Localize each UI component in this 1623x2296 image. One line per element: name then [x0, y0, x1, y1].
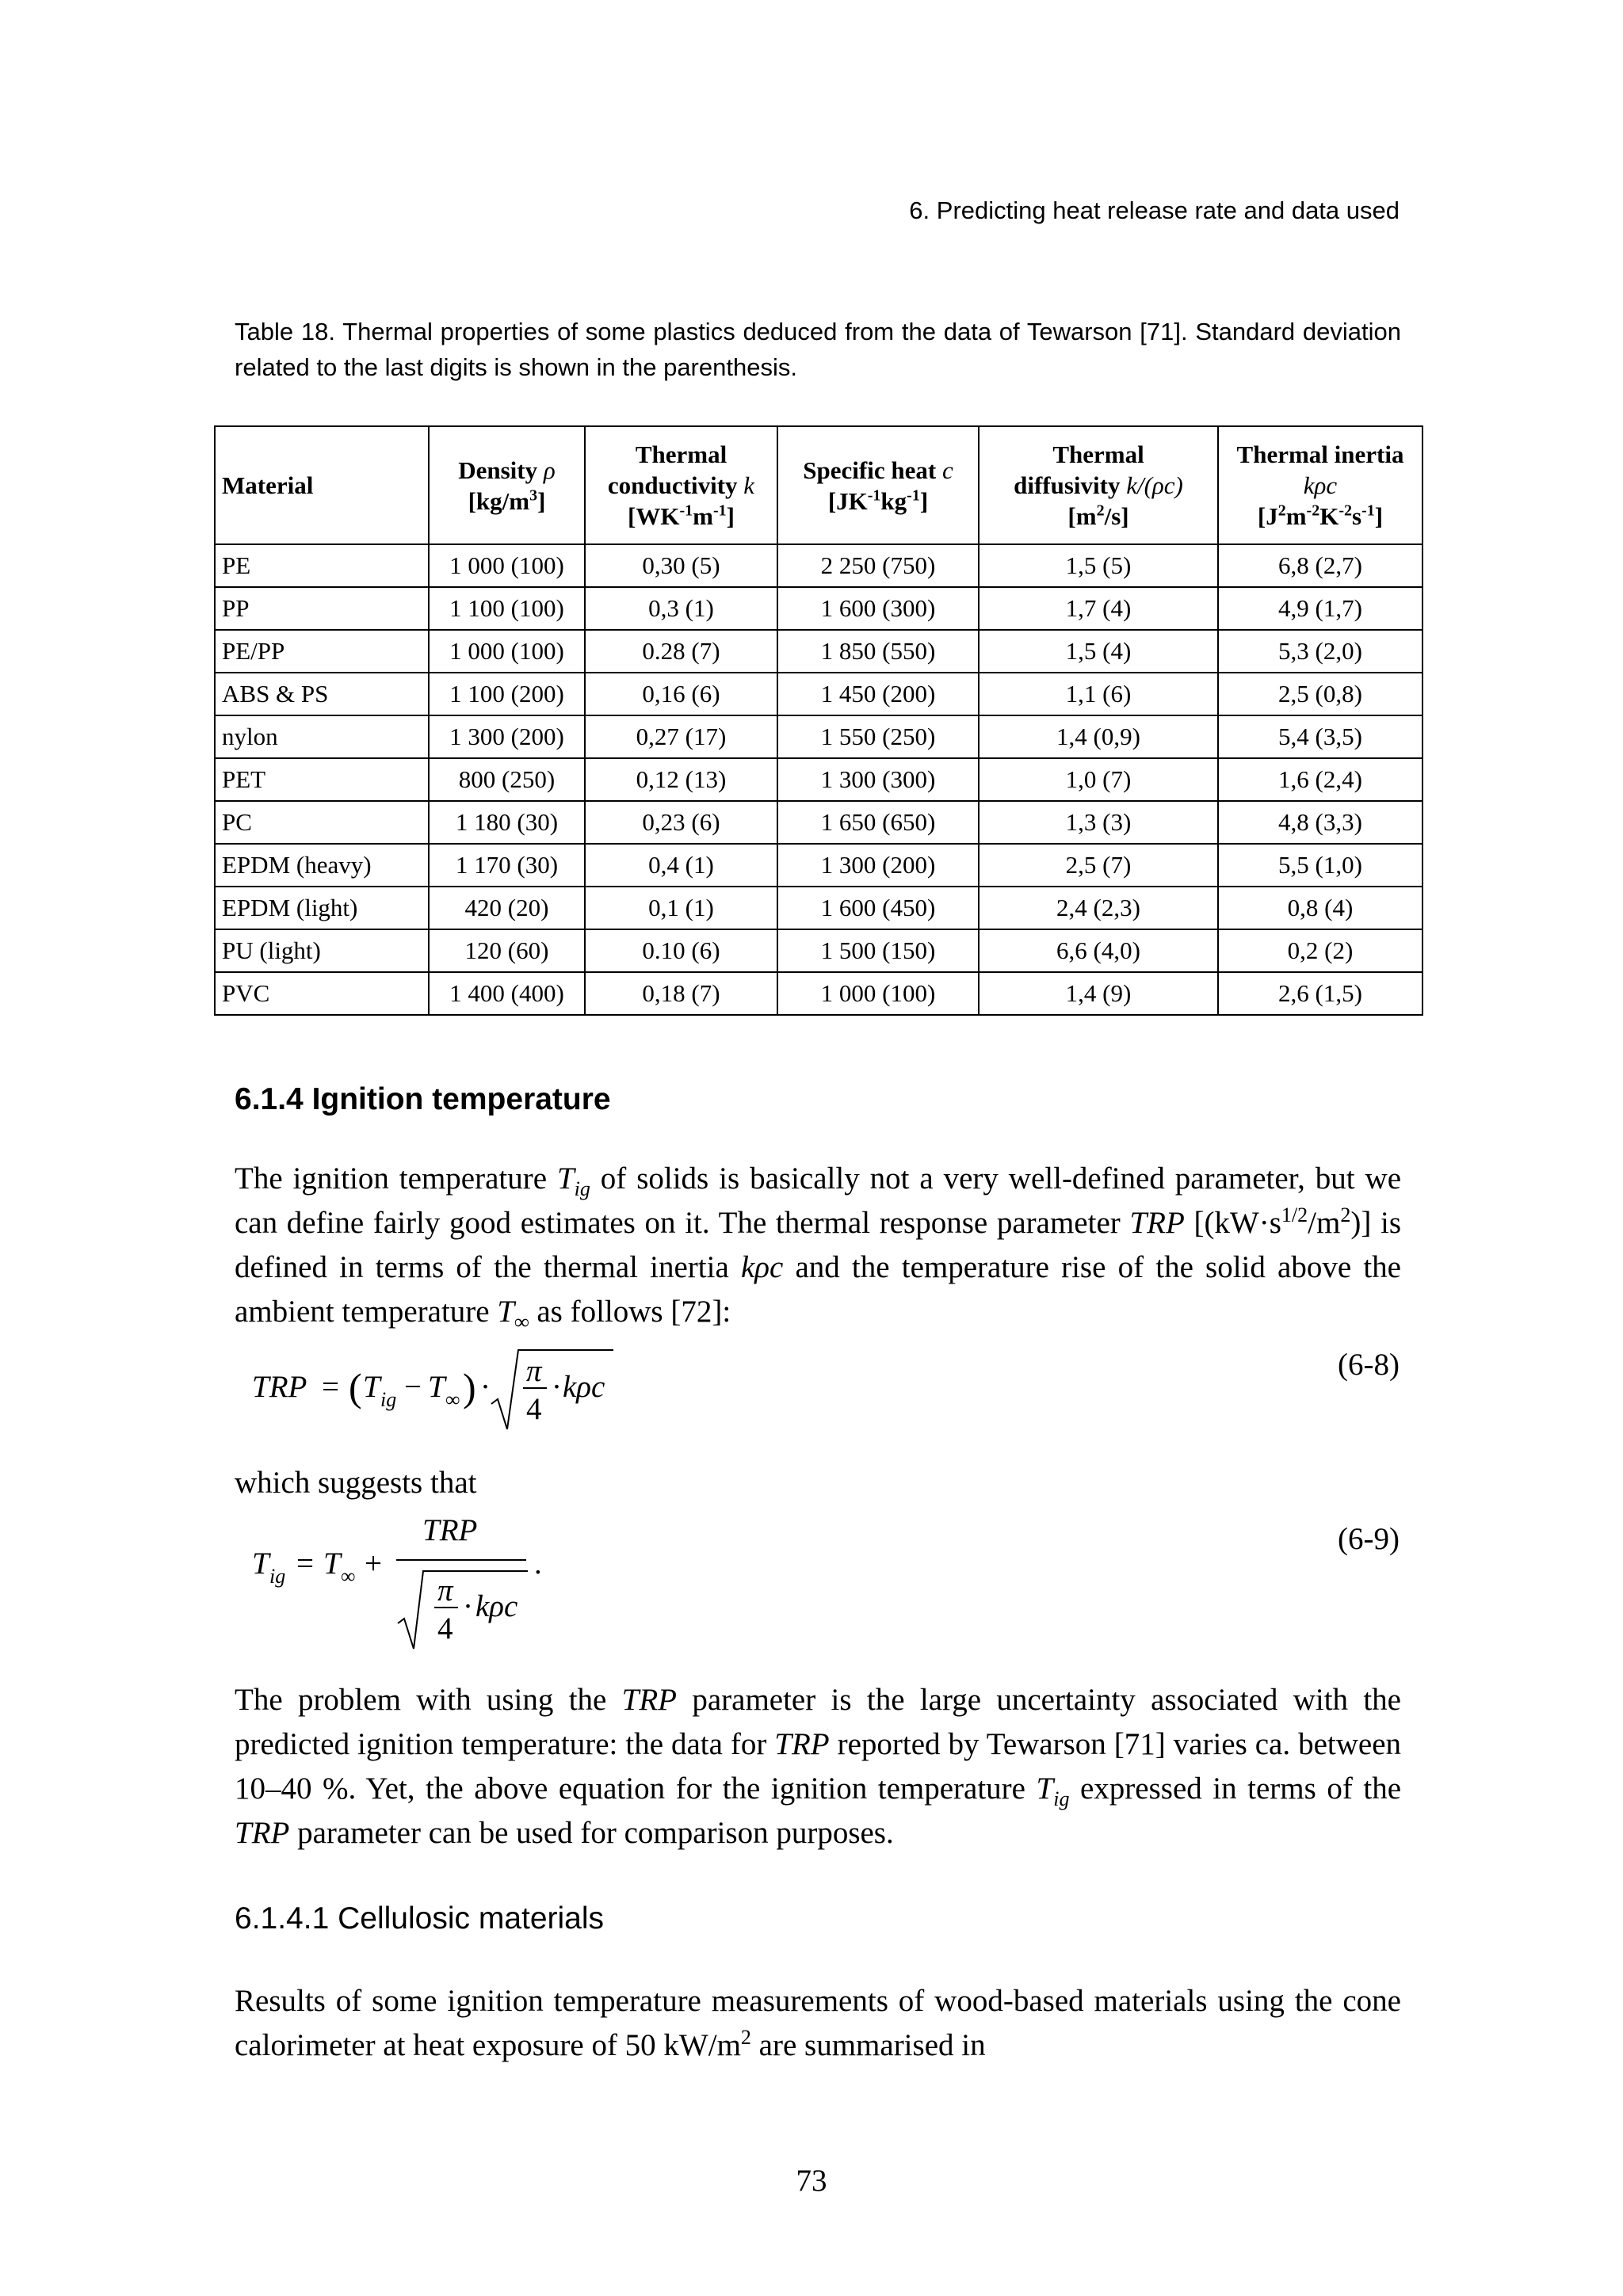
value-cell: 0,1 (1) — [585, 887, 777, 929]
value-cell: 1 300 (200) — [429, 715, 585, 758]
value-cell: 1,6 (2,4) — [1218, 758, 1423, 801]
value-cell: 1,3 (3) — [979, 801, 1218, 844]
middle-text: which suggests that — [235, 1466, 477, 1500]
table-row — [215, 544, 1423, 587]
material-name-cell: EPDM (light) — [215, 887, 429, 929]
value-cell: 1 600 (450) — [777, 887, 979, 929]
value-cell: 1 000 (100) — [429, 630, 585, 673]
value-cell: 1 400 (400) — [429, 972, 585, 1015]
value-cell: 1,0 (7) — [979, 758, 1218, 801]
material-name-cell: PE/PP — [215, 630, 429, 673]
value-cell: 2 250 (750) — [777, 544, 979, 587]
value-cell: 1 550 (250) — [777, 715, 979, 758]
table-row — [215, 673, 1423, 715]
value-cell: 1 300 (300) — [777, 758, 979, 801]
value-cell: 1 100 (100) — [429, 587, 585, 630]
material-name-cell: PP — [215, 587, 429, 630]
table-row — [215, 972, 1423, 1015]
page-number: 73 — [796, 2164, 827, 2198]
thermal-properties-table — [214, 425, 1423, 1016]
value-cell: 6,8 (2,7) — [1218, 544, 1423, 587]
value-cell: 0,3 (1) — [585, 587, 777, 630]
value-cell: 0,16 (6) — [585, 673, 777, 715]
section-paragraph-1: The ignition temperature $T_{ig}$ of solids is basically not a very well-defined parameter, but we can define fairly good estimates on it. The thermal response parameter TRP $[(kW\cdot s^{1/2}/m^2)]$ is defined in terms of the thermal inertia kρc and the temperature rise of the solid above the ambient temperature $T_\infty$ as follows [72]: — [235, 1161, 1401, 1333]
value-cell: 0,27 (17) — [585, 715, 777, 758]
value-cell: 1,4 (0,9) — [979, 715, 1218, 758]
value-cell: 5,5 (1,0) — [1218, 844, 1423, 887]
value-cell: 5,4 (3,5) — [1218, 715, 1423, 758]
value-cell: 1,5 (4) — [979, 630, 1218, 673]
col-header-diffusivity: Thermal diffusivity k/(ρc) $[m^2/s]$ — [979, 426, 1218, 544]
col-header-conductivity: Thermal conductivity k $[WK^{-1}m^{-1}]$ — [585, 426, 777, 544]
table-row — [215, 758, 1423, 801]
value-cell: 1 450 (200) — [777, 673, 979, 715]
value-cell: 0,30 (5) — [585, 544, 777, 587]
value-cell: 4,8 (3,3) — [1218, 801, 1423, 844]
value-cell: 420 (20) — [429, 887, 585, 929]
fraction-and-sqrt-2 — [395, 1509, 553, 1652]
value-cell: 6,6 (4,0) — [979, 929, 1218, 972]
value-cell: 1 000 (100) — [777, 972, 979, 1015]
table-header-row — [215, 426, 1423, 544]
value-cell: 1,4 (9) — [979, 972, 1218, 1015]
value-cell: 1,1 (6) — [979, 673, 1218, 715]
material-name-cell: nylon — [215, 715, 429, 758]
value-cell: 1 600 (300) — [777, 587, 979, 630]
value-cell: 0,23 (6) — [585, 801, 777, 844]
equation-6-8: TRP = ( T ig − T ∞ ) · π 4 · kρc — [252, 1347, 617, 1434]
table-row — [215, 715, 1423, 758]
material-name-cell: PET — [215, 758, 429, 801]
table-row — [215, 844, 1423, 887]
table-row — [215, 801, 1423, 844]
value-cell: 120 (60) — [429, 929, 585, 972]
value-cell: 800 (250) — [429, 758, 585, 801]
value-cell: 0,8 (4) — [1218, 887, 1423, 929]
table-row — [215, 587, 1423, 630]
material-name-cell: ABS & PS — [215, 673, 429, 715]
value-cell: 1,7 (4) — [979, 587, 1218, 630]
value-cell: 1 170 (30) — [429, 844, 585, 887]
value-cell: 1 500 (150) — [777, 929, 979, 972]
value-cell: 0.10 (6) — [585, 929, 777, 972]
value-cell: 0.28 (7) — [585, 630, 777, 673]
table-row — [215, 630, 1423, 673]
value-cell: 2,5 (0,8) — [1218, 673, 1423, 715]
section-paragraph-2: The problem with using the TRP parameter is the large uncertainty associated with the predicted ignition temperature: the data for TRP reported by Tewarson [71] varies ca. between 10–40 %. Yet, the above equation for the ignition temperature $T_{ig}$ expressed in terms of the TRP parameter can be used for comparison purposes. — [235, 1683, 1402, 1850]
running-header: 6. Predicting heat release rate and data used — [909, 196, 1400, 224]
value-cell: 1 650 (650) — [777, 801, 979, 844]
value-cell: 5,3 (2,0) — [1218, 630, 1423, 673]
table-caption: Table 18. Thermal properties of some plastics deduced from the data of Tewarson [71]. Standard deviation related to the last digits is shown in the parenthesis. — [235, 318, 1401, 381]
section-heading: 6.1.4 Ignition temperature — [235, 1082, 611, 1116]
subsection-heading: 6.1.4.1 Cellulosic materials — [235, 1901, 605, 1936]
value-cell: 2,6 (1,5) — [1218, 972, 1423, 1015]
material-name-cell: EPDM (heavy) — [215, 844, 429, 887]
value-cell: 1 180 (30) — [429, 801, 585, 844]
col-header-inertia: Thermal inertia kρc $[J^2m^{-2}K^{-2}s^{-1}]$ — [1218, 426, 1423, 544]
equation-6-8-number: (6-8) — [1338, 1348, 1400, 1382]
col-header-density: Density ρ $[kg/m^3]$ — [429, 426, 585, 544]
value-cell: 0,4 (1) — [585, 844, 777, 887]
table-row — [215, 929, 1423, 972]
material-name-cell: PVC — [215, 972, 429, 1015]
value-cell: 1 300 (200) — [777, 844, 979, 887]
material-name-cell: PU (light) — [215, 929, 429, 972]
material-name-cell: PE — [215, 544, 429, 587]
value-cell: 1,5 (5) — [979, 544, 1218, 587]
equation-6-9: T ig = T ∞ + TRP π 4 · kρc . — [252, 1509, 553, 1652]
table-row — [215, 887, 1423, 929]
col-header-material: Material — [215, 426, 429, 544]
subsection-paragraph: Results of some ignition temperature measurements of wood-based materials using the cone calorimeter at heat exposure of 50 $kW/m^2$ are summarised in — [235, 1984, 1401, 2062]
value-cell: 2,5 (7) — [979, 844, 1218, 887]
col-header-specific-heat: Specific heat c $[JK^{-1}kg^{-1}]$ — [777, 426, 979, 544]
value-cell: 4,9 (1,7) — [1218, 587, 1423, 630]
value-cell: 1 850 (550) — [777, 630, 979, 673]
value-cell: 0,12 (13) — [585, 758, 777, 801]
material-name-cell: PC — [215, 801, 429, 844]
value-cell: 1 100 (200) — [429, 673, 585, 715]
value-cell: 0,2 (2) — [1218, 929, 1423, 972]
equation-6-9-number: (6-9) — [1338, 1522, 1400, 1556]
value-cell: 0,18 (7) — [585, 972, 777, 1015]
value-cell: 1 000 (100) — [429, 544, 585, 587]
value-cell: 2,4 (2,3) — [979, 887, 1218, 929]
